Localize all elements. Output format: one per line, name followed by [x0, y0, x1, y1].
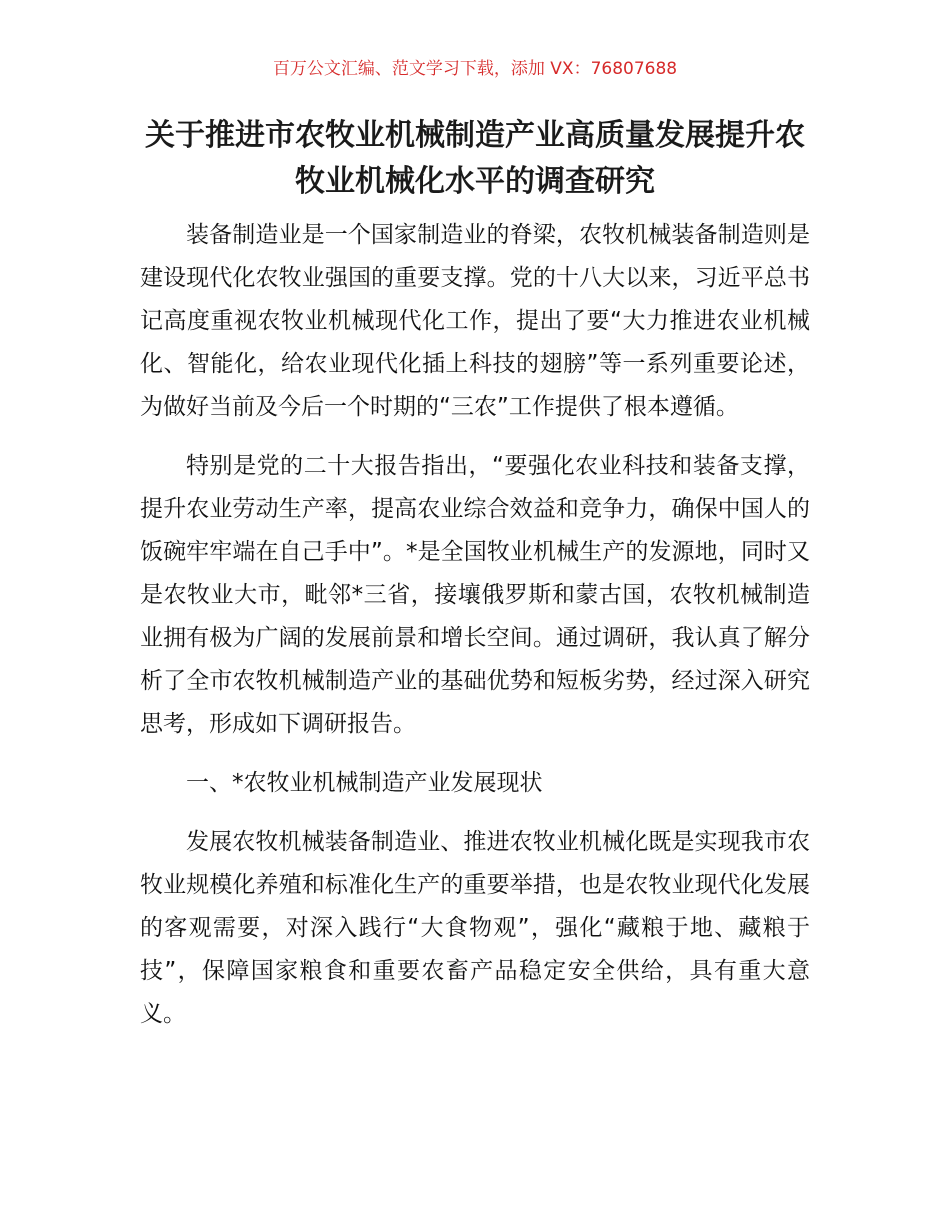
section-heading: 一、*农牧业机械制造产业发展现状 [186, 770, 543, 796]
document-title: 关于推进市农牧业机械制造产业高质量发展提升农牧业机械化水平的调查研究 [145, 118, 805, 199]
paragraph-section-1: 发展农牧机械装备制造业、推进农牧业机械化既是实现我市农牧业规模化养殖和标准化生产的重要举措，也是农牧业现代化发展的客观需要，对深入践行“大食物观”，强化“藏粮于地、藏粮于技”，保障国家粮食和重要农畜产品稳定安全供给，具有重大意义。 [140, 829, 810, 1027]
paragraph-intro: 装备制造业是一个国家制造业的脊梁，农牧机械装备制造则是建设现代化农牧业强国的重要支撑。党的十八大以来，习近平总书记高度重视农牧业机械现代化工作，提出了要“大力推进农业机械化、智能化，给农业现代化插上科技的翅膀”等一系列重要论述，为做好当前及今后一个时期的“三农”工作提供了根本遵循。 [140, 222, 810, 420]
document-body [140, 214, 810, 1036]
paragraph-background: 特别是党的二十大报告指出，“要强化农业科技和装备支撑，提升农业劳动生产率，提高农业综合效益和竞争力，确保中国人的饭碗牢牢端在自己手中”。*是全国牧业机械生产的发源地，同时又是农牧业大市，毗邻*三省，接壤俄罗斯和蒙古国，农牧机械制造业拥有极为广阔的发展前景和增长空间。通过调研，我认真了解分析了全市农牧机械制造产业的基础优势和短板劣势，经过深入研究思考，形成如下调研报告。 [140, 453, 810, 737]
watermark-header: 百万公文汇编、范文学习下载，添加 VX：76807688 [272, 59, 678, 79]
